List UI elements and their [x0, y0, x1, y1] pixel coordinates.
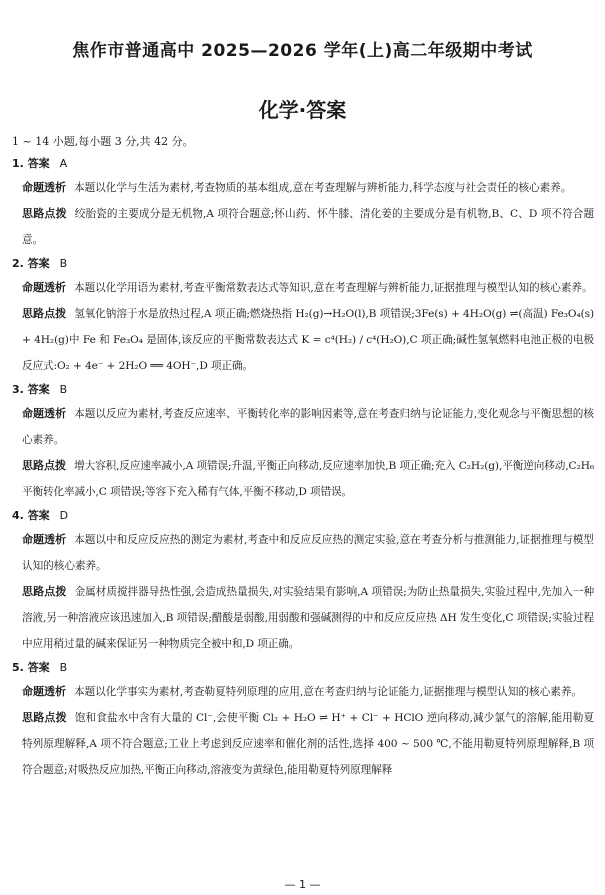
exam-subtitle: 化学·答案: [258, 98, 347, 122]
answer-content: [12, 131, 594, 783]
hint-label: 思路点拨: [22, 585, 67, 598]
hint-text: 绞胎瓷的主要成分是无机物,A 项符合题意;怀山药、怀牛膝、清化姜的主要成分是有机物,B、C、D 项不符合题意。: [22, 208, 594, 246]
analysis-text: 本题以化学用语为素材,考查平衡常数表达式等知识,意在考查理解与辨析能力,证据推理与模型认知的核心素养。: [74, 282, 593, 294]
analysis-label: 命题透析: [22, 685, 66, 698]
analysis-text: 本题以化学事实为素材,考查勒夏特列原理的应用,意在考查归纳与论证能力,证据推理与模型认知的核心素养。: [74, 686, 583, 698]
answer-letter: B: [59, 383, 68, 396]
question-4: [12, 505, 594, 657]
page-number: — 1 —: [284, 878, 321, 891]
hint-text: 增大容积,反应速率减小,A 项错误;升温,平衡正向移动,反应速率加快,B 项正确;充入 C₂H₂(g),平衡逆向移动,C₂H₆ 平衡转化率减小,C 项错误;等容下充入稀有气体,平衡不移动,D 项错误。: [22, 460, 594, 498]
hint-label: 思路点拨: [22, 459, 67, 472]
question-number: 3. 答案: [12, 383, 50, 396]
scoring-intro: 1 ~ 14 小题,每小题 3 分,共 42 分。: [12, 135, 194, 148]
answer-letter: B: [59, 257, 68, 270]
hint-label: 思路点拨: [22, 207, 67, 220]
answer-letter: B: [59, 661, 68, 674]
exam-title: 焦作市普通高中 2025—2026 学年(上)高二年级期中考试: [72, 41, 533, 61]
analysis-label: 命题透析: [22, 407, 67, 420]
question-3: [12, 379, 594, 505]
hint-label: 思路点拨: [22, 307, 67, 320]
question-2: [12, 253, 594, 379]
hint-label: 思路点拨: [22, 711, 67, 724]
analysis-label: 命题透析: [22, 181, 66, 194]
analysis-text: 本题以化学与生活为素材,考查物质的基本组成,意在考查理解与辨析能力,科学态度与社会责任的核心素养。: [74, 182, 572, 194]
hint-text: 氢氧化钠溶于水是放热过程,A 项正确;燃烧热指 H₂(g)→H₂O(l),B 项错误;3Fe(s) + 4H₂O(g) ⇌(高温) Fe₃O₄(s) + 4H₂(g)中 Fe 和 Fe₃O₄ 是固体,该反应的平衡常数表达式 K = c⁴(H₂) / c⁴(H₂O),C 项正确;碱性氢氧燃料电池正极的电极反应式:O₂ + 4e⁻ + 2H₂O ══ 4OH⁻,D 项正确。: [22, 308, 595, 372]
question-number: 4. 答案: [12, 509, 50, 522]
question-5: [12, 657, 594, 783]
question-number: 1. 答案: [12, 157, 50, 170]
hint-text: 饱和食盐水中含有大量的 Cl⁻,会使平衡 Cl₂ + H₂O ⇌ H⁺ + Cl⁻ + HClO 逆向移动,减少氯气的溶解,能用勒夏特列原理解释,A 项不符合题意;工业上考虑到反应速率和催化剂的活性,选择 400 ~ 500 ℃,不能用勒夏特列原理解释,B 项符合题意;对吸热反应加热,平衡正向移动,溶液变为黄绿色,能用勒夏特列原理解释: [22, 712, 594, 776]
analysis-text: 本题以中和反应反应热的测定为素材,考查中和反应反应热的测定实验,意在考查分析与推测能力,证据推理与模型认知的核心素养。: [22, 534, 594, 572]
analysis-label: 命题透析: [22, 533, 67, 546]
analysis-text: 本题以反应为素材,考查反应速率、平衡转化率的影响因素等,意在考查归纳与论证能力,变化观念与平衡思想的核心素养。: [22, 408, 594, 446]
answer-letter: A: [59, 157, 68, 170]
answer-letter: D: [59, 509, 69, 522]
question-number: 2. 答案: [12, 257, 50, 270]
hint-text: 金属材质搅拌器导热性强,会造成热量损失,对实验结果有影响,A 项错误;为防止热量损失,实验过程中,先加入一种溶液,另一种溶液应该迅速加入,B 项错误;醋酸是弱酸,用弱酸和强碱测得的中和反应反应热 ΔH 发生变化,C 项错误;实验过程中应用稍过量的碱来保证另一种物质完全被中和,D 项正确。: [22, 586, 594, 650]
question-1: [12, 153, 594, 253]
question-number: 5. 答案: [12, 661, 50, 674]
analysis-label: 命题透析: [22, 281, 66, 294]
